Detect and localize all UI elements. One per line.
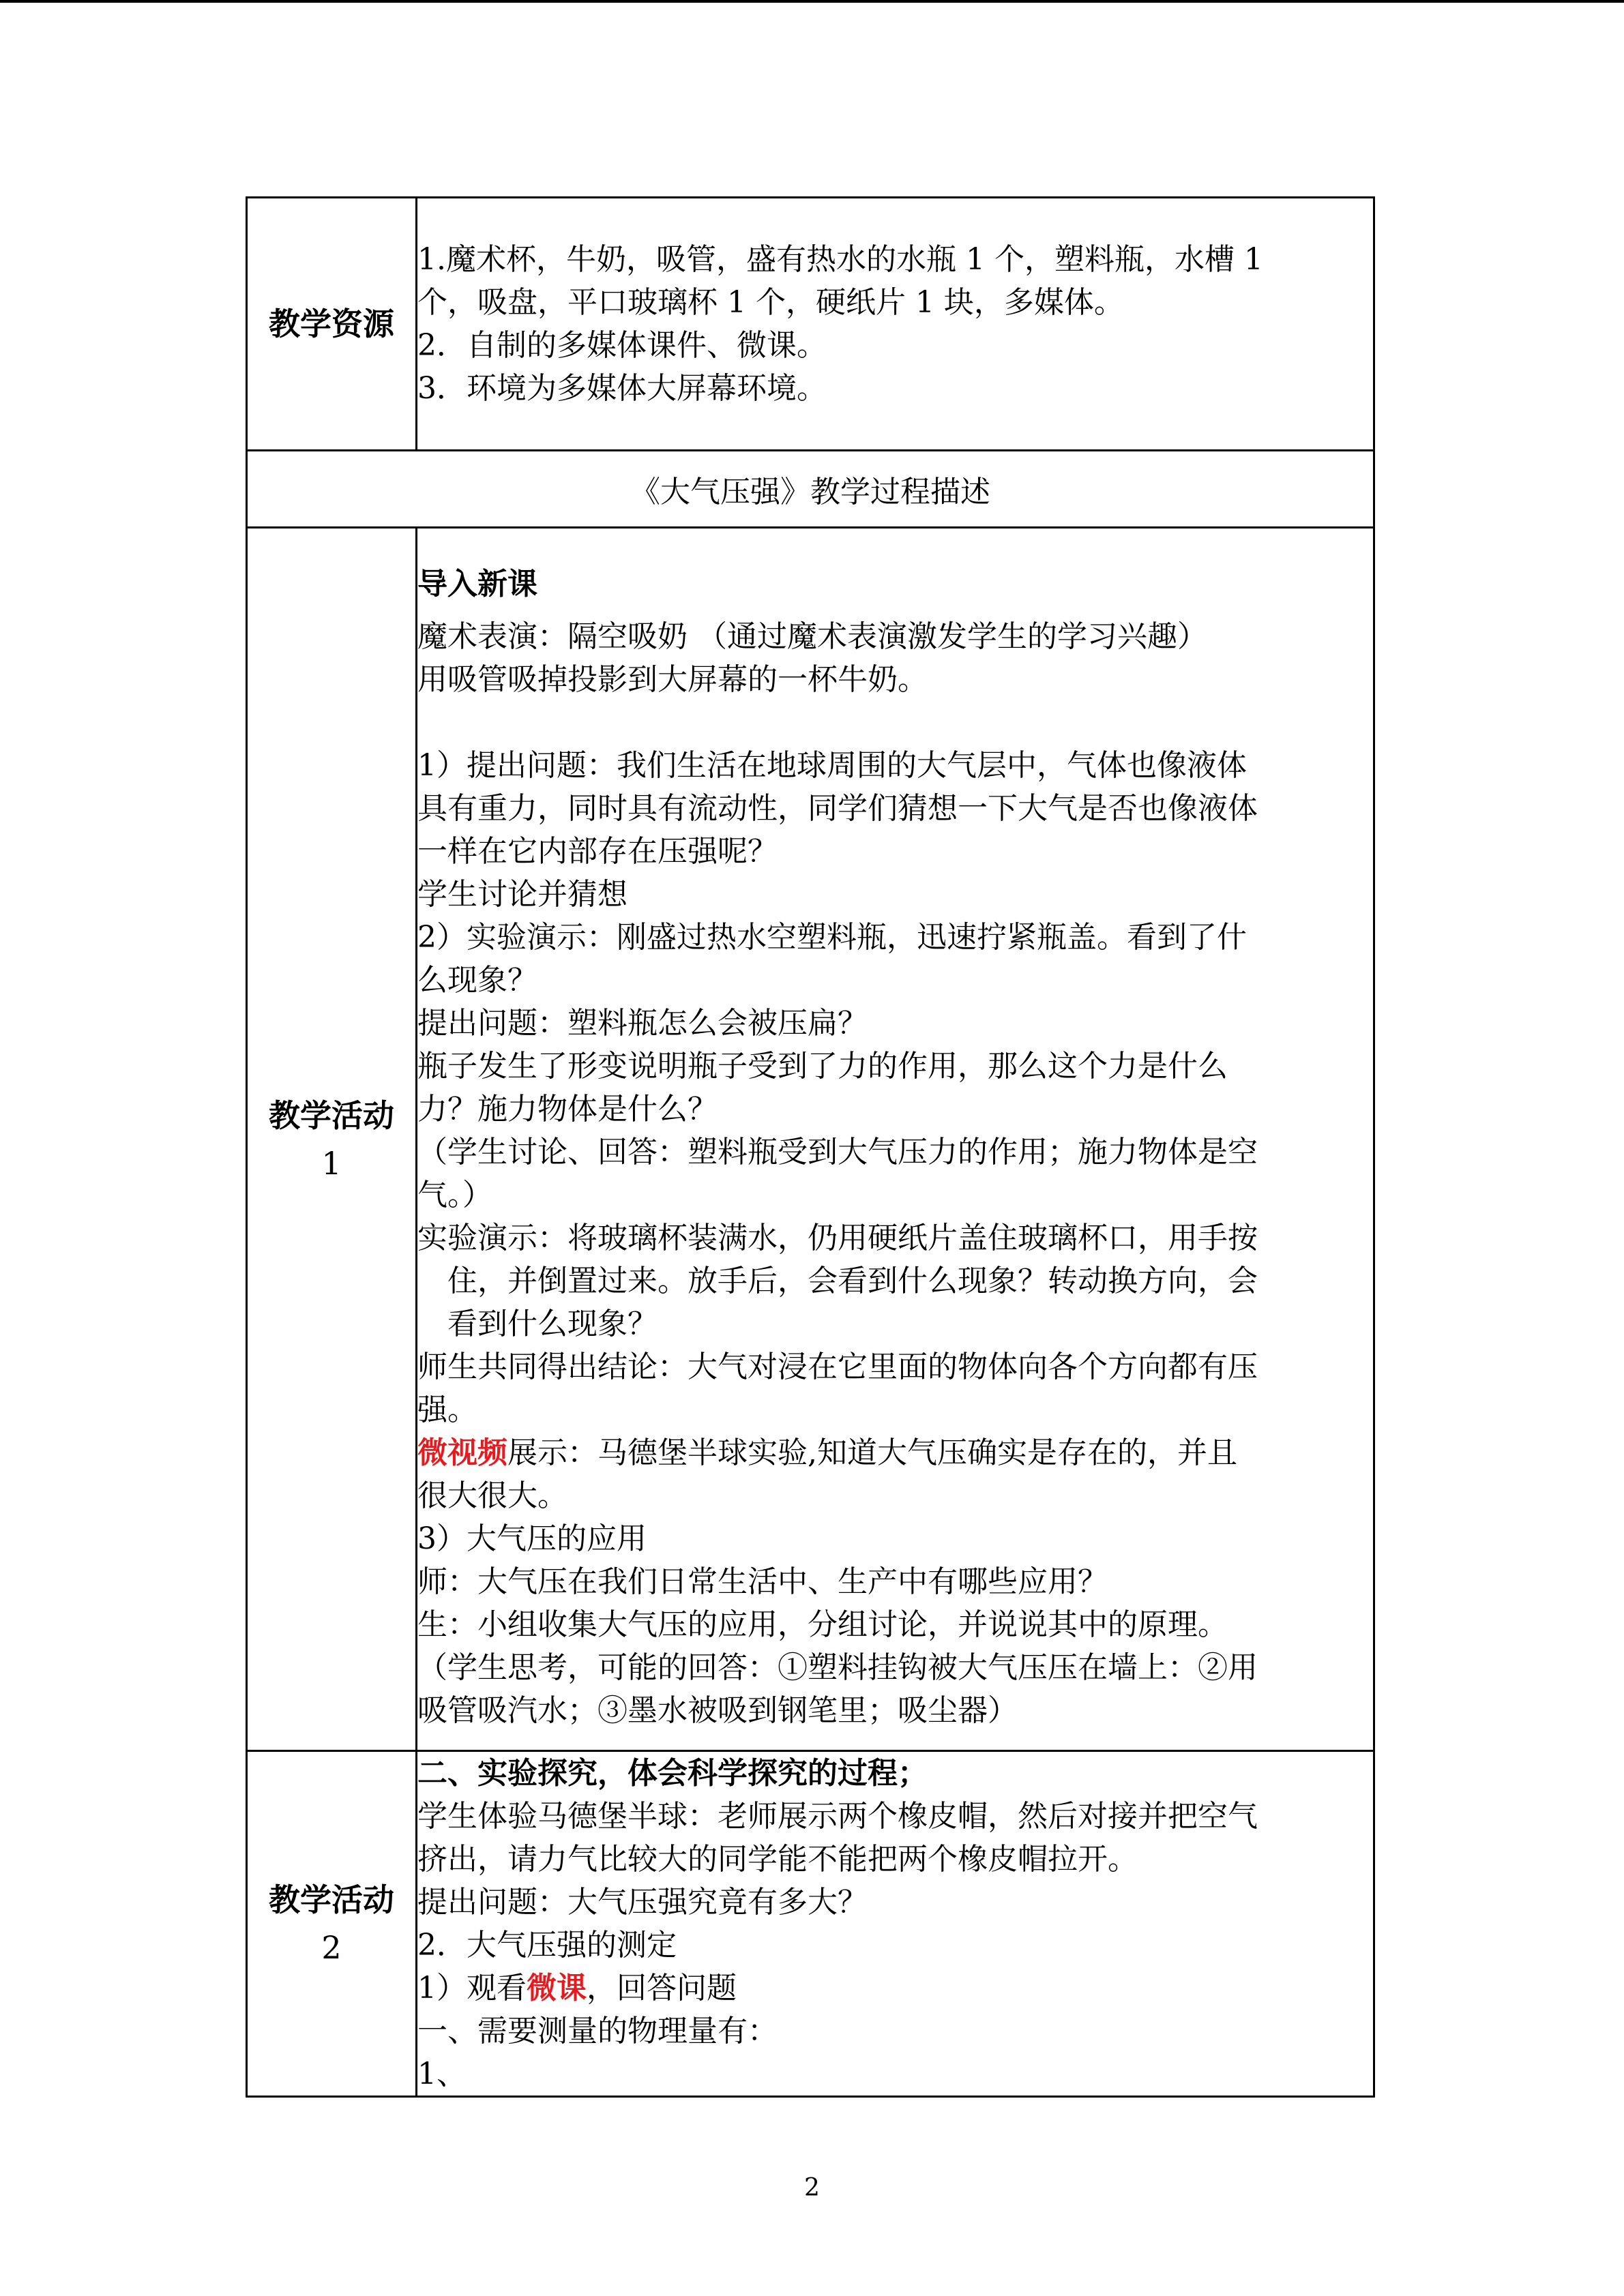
resources-content — [417, 198, 1374, 451]
activity1-label — [247, 528, 417, 1751]
activity2-label-number: 2 — [321, 1929, 342, 1966]
lesson-plan-table — [246, 196, 1375, 2098]
activity1-line: 力？施力物体是什么？ — [417, 1092, 718, 1127]
activity2-row — [247, 1751, 1374, 2097]
page-number: 2 — [804, 2174, 820, 2202]
activity1-line: 具有重力，同时具有流动性，同学们猜想一下大气是否也像液体 — [417, 791, 1258, 826]
activity1-line: 住，并倒置过来。放手后，会看到什么现象？转动换方向，会 — [447, 1264, 1258, 1298]
activity1-line: 实验演示：将玻璃杯装满水，仍用硬纸片盖住玻璃杯口，用手按 — [417, 1221, 1258, 1255]
process-header-row — [247, 451, 1374, 528]
activity1-line: 吸管吸汽水；③墨水被吸到钢笔里；吸尘器） — [417, 1693, 1018, 1728]
activity1-line: 魔术表演：隔空吸奶 （通过魔术表演激发学生的学习兴趣） — [417, 619, 1207, 654]
activity1-line: 1）提出问题：我们生活在地球周围的大气层中，气体也像液体 — [417, 748, 1247, 783]
activity1-label-title: 教学活动 — [269, 1097, 394, 1134]
activity1-label-number: 1 — [321, 1144, 342, 1182]
activity1-line: 很大很大。 — [417, 1478, 567, 1513]
activity1-line: 师生共同得出结论：大气对浸在它里面的物体向各个方向都有压 — [417, 1350, 1258, 1384]
resources-line: 2．自制的多媒体课件、微课。 — [417, 328, 827, 363]
activity1-line: 2）实验演示：刚盛过热水空塑料瓶，迅速拧紧瓶盖。看到了什 — [417, 920, 1247, 955]
activity1-line: 3）大气压的应用 — [417, 1521, 647, 1556]
activity2-line: 2．大气压强的测定 — [417, 1928, 677, 1963]
activity1-line: 么现象？ — [417, 963, 537, 998]
activity1-line: （学生讨论、回答：塑料瓶受到大气压力的作用；施力物体是空 — [417, 1135, 1258, 1169]
activity2-line: 一、需要测量的物理量有： — [417, 2014, 778, 2048]
activity1-line: 气。） — [417, 1178, 492, 1212]
activity2-heading: 二、实验探究，体会科学探究的过程； — [417, 1756, 928, 1791]
activity2-line: 提出问题：大气压强究竟有多大？ — [417, 1885, 868, 1920]
activity2-line: 1、 — [417, 2057, 467, 2091]
activity1-heading: 导入新课 — [417, 567, 537, 601]
micro-lesson-highlight: 微课 — [527, 1971, 587, 2006]
activity1-line: 瓶子发生了形变说明瓶子受到了力的作用，那么这个力是什么 — [417, 1049, 1228, 1084]
activity1-line — [417, 1431, 1373, 1474]
activity1-line: 提出问题：塑料瓶怎么会被压扁？ — [417, 1006, 868, 1041]
activity1-line-rest: 展示：马德堡半球实验,知道大气压确实是存在的，并且 — [507, 1435, 1237, 1470]
activity2-line: 学生体验马德堡半球：老师展示两个橡皮帽，然后对接并把空气 — [417, 1799, 1258, 1834]
process-header: 《大气压强》教学过程描述 — [247, 451, 1374, 528]
activity1-line: 学生讨论并猜想 — [417, 877, 628, 912]
resources-label: 教学资源 — [247, 198, 417, 451]
activity1-line: 用吸管吸掉投影到大屏幕的一杯牛奶。 — [417, 662, 928, 697]
activity2-label-title: 教学活动 — [269, 1881, 394, 1918]
resources-line: 1.魔术杯，牛奶，吸管，盛有热水的水瓶 1 个，塑料瓶，水槽 1 — [417, 242, 1263, 277]
activity2-line: 挤出，请力气比较大的同学能不能把两个橡皮帽拉开。 — [417, 1842, 1138, 1877]
activity1-line: （学生思考，可能的回答：①塑料挂钩被大气压压在墙上：②用 — [417, 1650, 1258, 1685]
activity1-line: 师：大气压在我们日常生活中、生产中有哪些应用？ — [417, 1564, 1108, 1599]
blank-line — [417, 701, 1373, 744]
activity2-content — [417, 1751, 1374, 2097]
activity2-line-pre: 1）观看 — [417, 1971, 527, 2006]
activity1-line: 看到什么现象？ — [447, 1307, 658, 1341]
resources-line: 个，吸盘，平口玻璃杯 1 个，硬纸片 1 块，多媒体。 — [417, 285, 1124, 320]
micro-video-highlight: 微视频 — [417, 1435, 507, 1470]
activity1-content — [417, 528, 1374, 1751]
resources-row — [247, 198, 1374, 451]
activity2-line-post: ，回答问题 — [587, 1971, 737, 2006]
activity1-line: 生：小组收集大气压的应用，分组讨论，并说说其中的原理。 — [417, 1607, 1228, 1642]
top-border-line — [0, 0, 1624, 3]
activity1-line: 强。 — [417, 1392, 477, 1427]
resources-line: 3．环境为多媒体大屏幕环境。 — [417, 371, 827, 406]
activity2-line — [417, 1967, 1373, 2010]
activity1-row — [247, 528, 1374, 1751]
activity1-line: 一样在它内部存在压强呢？ — [417, 834, 778, 869]
activity2-label — [247, 1751, 417, 2097]
